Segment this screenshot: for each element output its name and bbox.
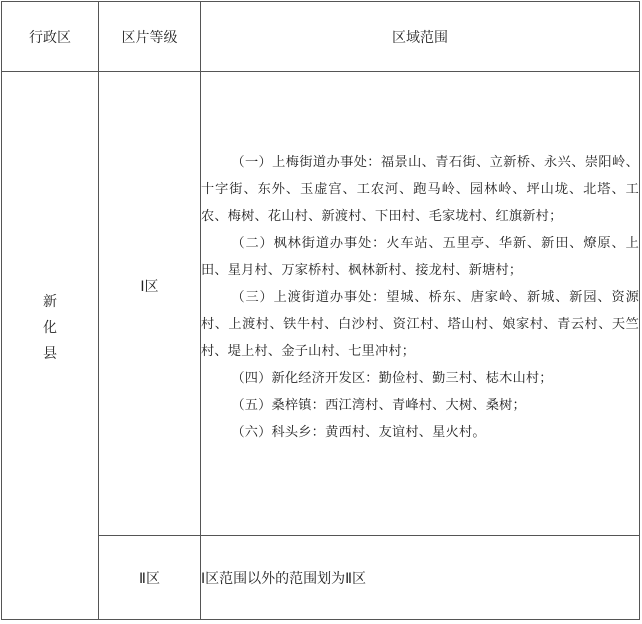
zone-scope-list <box>201 149 639 446</box>
scope-item: （四）新化经济开发区：勤俭村、勤三村、梽木山村； <box>231 371 553 386</box>
header-district: 行政区 <box>2 2 99 72</box>
scope-item: （五）桑梓镇：西江湾村、青峰村、大树、桑树； <box>231 398 526 413</box>
zone-level-label: Ⅱ区 <box>139 570 160 587</box>
table-row <box>2 72 640 536</box>
zone-scope-cell <box>201 72 640 536</box>
header-zone-scope: 区域范围 <box>201 2 640 72</box>
header-zone-level: 区片等级 <box>99 2 201 72</box>
scope-item: （三）上渡街道办事处：望城、桥东、唐家岭、新城、新园、资源村、上渡村、铁牛村、白沙村、资江村、塔山村、娘家村、青云村、天竺村、堤上村、金子山村、七里冲村； <box>201 290 639 359</box>
header-row <box>2 2 640 72</box>
zone-level-label: Ⅰ区 <box>140 278 159 295</box>
scope-item: （六）科头乡：黄西村、友谊村、星火村。 <box>231 425 486 440</box>
zone-level-cell <box>99 536 201 620</box>
county-cell <box>2 72 99 620</box>
scope-item: （一）上梅街道办事处：福景山、青石街、立新桥、永兴、崇阳岭、十字街、东外、玉虚宫、工农河、跑马岭、园林岭、坪山垅、北塔、工农、梅树、花山村、新渡村、下田村、毛家垅村、红旗新村； <box>201 155 639 224</box>
zone-table <box>1 1 640 620</box>
zone-scope-text: Ⅰ区范围以外的范围划为Ⅱ区 <box>201 570 367 587</box>
zone-level-cell <box>99 72 201 536</box>
county-name: 新化县 <box>43 293 57 362</box>
zone-scope-cell <box>201 536 640 620</box>
scope-item: （二）枫林街道办事处：火车站、五里亭、华新、新田、燎原、上田、星月村、万家桥村、枫林新村、接龙村、新塘村； <box>201 236 639 278</box>
